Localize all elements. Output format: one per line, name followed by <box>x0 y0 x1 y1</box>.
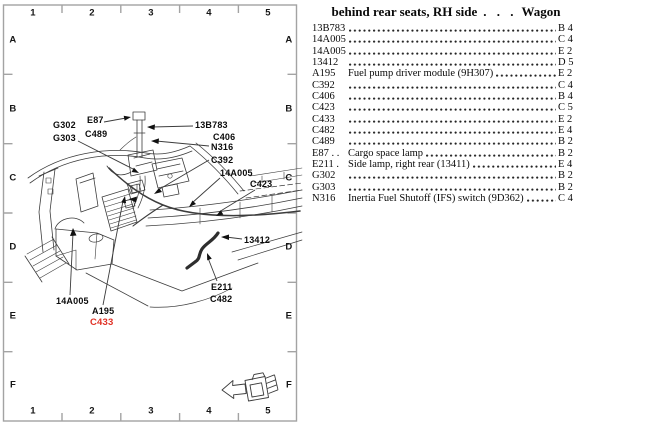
connector-arrow-icon <box>222 373 278 401</box>
grid-ref: E 2 <box>558 68 573 80</box>
callout-c482: C482 <box>210 294 233 304</box>
component-desc: Inertia Fuel Shutoff (IFS) switch (9D362) <box>348 193 524 205</box>
component-code: N316 <box>312 193 336 205</box>
component-code: 14A005 <box>312 45 346 57</box>
index-row <box>312 148 580 159</box>
index-title-dots: . . . <box>483 4 514 19</box>
index-title-variant: Wagon <box>521 4 561 19</box>
callout-c423: C423 <box>250 179 273 189</box>
callout-a195: A195 <box>92 306 115 316</box>
grid-col-label: 2 <box>89 405 95 417</box>
dot-leader <box>349 176 556 179</box>
component-code: 13B783 <box>312 23 346 34</box>
component-code: G303 <box>312 181 336 193</box>
diagram-panel <box>0 0 310 447</box>
grid-ref: E 4 <box>558 125 573 137</box>
grid-col-label: 3 <box>148 7 154 19</box>
component-code: C392 <box>312 79 335 91</box>
callout-c392: C392 <box>211 155 234 165</box>
index-row <box>312 46 580 57</box>
grid-ref: E 4 <box>558 159 573 171</box>
grid-ref: C 4 <box>558 193 573 205</box>
grid-col-label: 1 <box>30 405 36 417</box>
component-desc: Cargo space lamp <box>348 147 424 159</box>
grid-ref: B 2 <box>558 181 573 193</box>
grid-row-label: B <box>285 103 293 115</box>
dot-leader <box>349 188 556 191</box>
component-code: G302 <box>312 170 336 182</box>
grid-row-label: D <box>9 241 17 253</box>
grid-col-label: 4 <box>206 405 212 417</box>
grid-row-label: F <box>9 379 17 391</box>
index-row <box>312 68 580 79</box>
index-row <box>312 114 580 125</box>
dot-leader <box>349 120 556 123</box>
component-code: C433 <box>312 113 335 125</box>
index-row <box>312 159 580 170</box>
dot-leader <box>527 199 556 202</box>
index-row <box>312 23 580 34</box>
index-row <box>312 125 580 136</box>
dot-leader <box>349 131 556 134</box>
component-code: E87 . . <box>312 147 340 159</box>
callout-13412: 13412 <box>244 235 271 245</box>
grid-row-label: A <box>285 34 293 46</box>
index-row <box>312 170 580 181</box>
dot-leader <box>349 142 556 145</box>
index-row <box>312 91 580 102</box>
grid-col-label: 5 <box>265 405 271 417</box>
grid-ref: C 5 <box>558 102 573 114</box>
index-panel <box>312 0 580 205</box>
grid-col-label: 5 <box>265 7 271 19</box>
component-code: 14A005 <box>312 34 346 46</box>
index-title <box>312 0 580 20</box>
index-row <box>312 80 580 91</box>
location-diagram <box>0 0 310 447</box>
component-code: C423 <box>312 102 335 114</box>
grid-ref: B 2 <box>558 170 573 182</box>
callout-c489: C489 <box>85 129 108 139</box>
callout-c406: C406 <box>213 132 236 142</box>
component-code: 13412 <box>312 57 339 69</box>
dot-leader <box>349 40 556 43</box>
index-rows <box>312 23 580 205</box>
grid-ref: D 5 <box>558 57 574 69</box>
callout-e211: E211 <box>211 282 233 292</box>
callout-c433-highlighted: C433 <box>90 317 114 328</box>
grid-row-label: B <box>9 103 17 115</box>
grid-col-label: 1 <box>30 7 36 19</box>
grid-row-label: E <box>9 310 17 322</box>
component-code: A195 <box>312 68 336 80</box>
index-row <box>312 182 580 193</box>
grid-ref: B 4 <box>558 91 573 103</box>
dot-leader <box>349 63 556 66</box>
grid-ref: C 4 <box>558 79 573 91</box>
grid-col-label: 4 <box>206 7 212 19</box>
grid-col-label: 2 <box>89 7 95 19</box>
dot-leader <box>349 86 556 89</box>
component-code: E211 . <box>312 159 340 171</box>
grid-ref: B 2 <box>558 136 573 148</box>
index-row <box>312 34 580 45</box>
grid-row-label: E <box>285 310 293 322</box>
component-desc: Fuel pump driver module (9H307) <box>348 68 494 80</box>
index-title-text: behind rear seats, RH side <box>331 4 478 19</box>
grid-row-label: C <box>9 172 17 184</box>
callout-n316: N316 <box>211 142 234 152</box>
grid-row-label: C <box>285 172 293 184</box>
component-code: C489 <box>312 136 335 148</box>
component-code: C482 <box>312 125 335 137</box>
dot-leader <box>349 52 556 55</box>
index-row <box>312 193 580 204</box>
callout-13b783: 13B783 <box>195 120 228 130</box>
callout-14a005-lower: 14A005 <box>56 296 89 306</box>
dot-leader <box>473 165 556 168</box>
grid-ref: E 2 <box>558 45 573 57</box>
dot-leader <box>349 97 556 100</box>
grid-ref: C 4 <box>558 34 573 46</box>
callout-14a005-upper: 14A005 <box>220 168 253 178</box>
grid-ref: E 2 <box>558 113 573 125</box>
index-row <box>312 136 580 147</box>
index-row <box>312 102 580 113</box>
grid-row-label: A <box>9 34 17 46</box>
dot-leader <box>426 154 556 157</box>
dot-leader <box>349 29 556 32</box>
callout-g303: G303 <box>53 133 76 143</box>
component-code: C406 <box>312 91 335 103</box>
callout-e87: E87 <box>87 115 104 125</box>
dot-leader <box>496 74 556 77</box>
grid-ref: B 4 <box>558 23 573 34</box>
index-row <box>312 57 580 68</box>
dot-leader <box>349 108 556 111</box>
grid-row-label: F <box>285 379 293 391</box>
callout-g302: G302 <box>53 120 76 130</box>
component-desc: Side lamp, right rear (13411) <box>348 159 470 171</box>
grid-col-label: 3 <box>148 405 154 417</box>
grid-ref: B 2 <box>558 147 573 159</box>
grid-row-label: D <box>285 241 293 253</box>
